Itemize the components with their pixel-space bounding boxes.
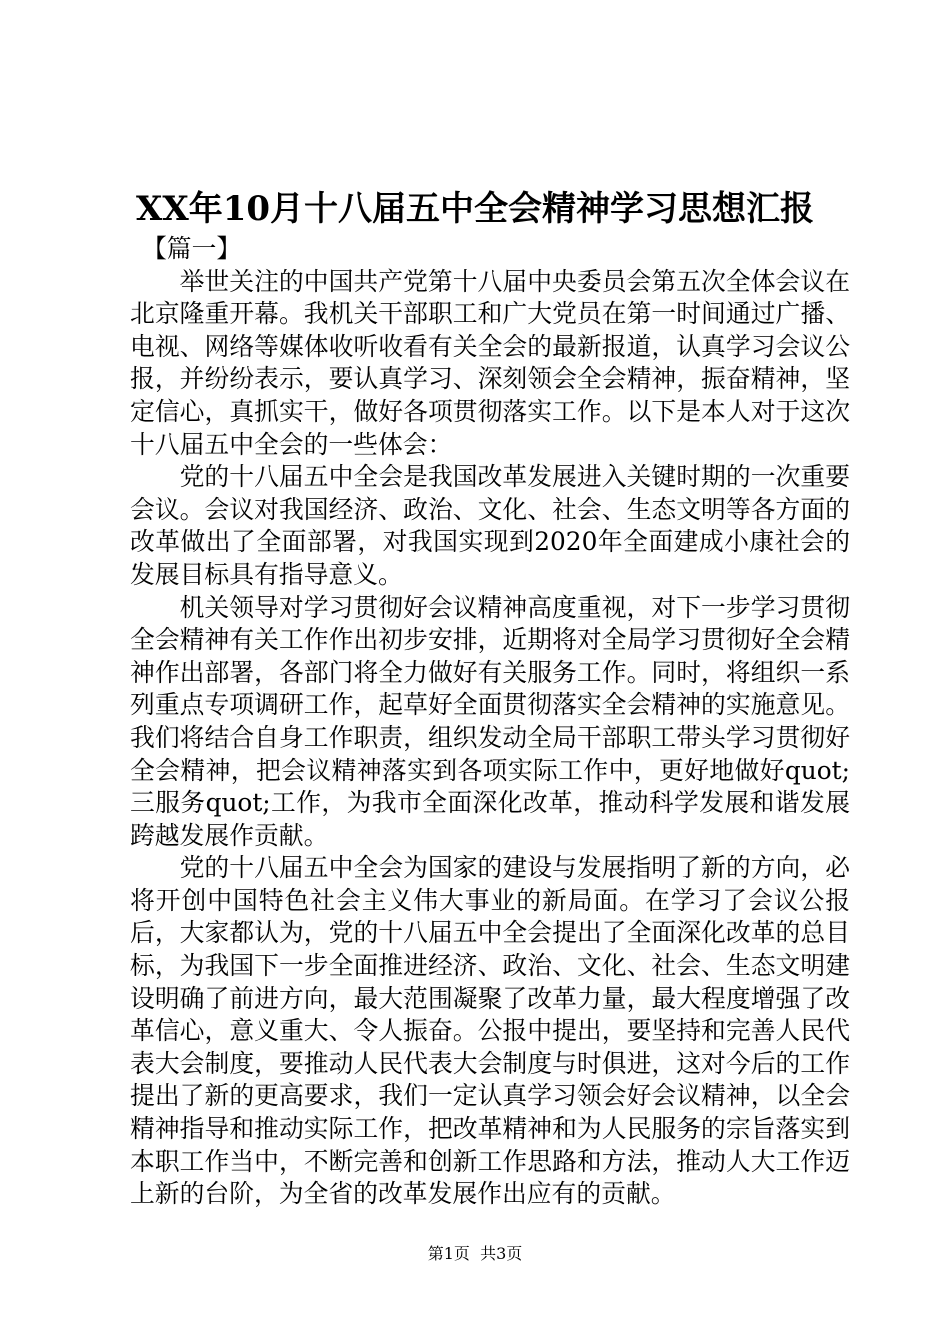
- paragraph-1: 举世关注的中国共产党第十八届中央委员会第五次全体会议在北京隆重开幕。我机关干部职工和广大党员在第一时间通过广播、电视、网络等媒体收听收看有关全会的最新报道，认真学习会议公报，并纷纷表示，要认真学习、深刻领会全会精神，振奋精神，坚定信心，真抓实干，做好各项贯彻落实工作。以下是本人对于这次十八届五中全会的一些体会：: [130, 266, 850, 459]
- paragraph-2: 党的十八届五中全会是我国改革发展进入关键时期的一次重要会议。会议对我国经济、政治、文化、社会、生态文明等各方面的改革做出了全面部署，对我国实现到2020年全面建成小康社会的发展目标具有指导意义。: [130, 462, 850, 589]
- document-body: [130, 233, 850, 1211]
- paragraph-3: 机关领导对学习贯彻好会议精神高度重视，对下一步学习贯彻全会精神有关工作作出初步安排，近期将对全局学习贯彻好全会精神作出部署，各部门将全力做好有关服务工作。同时，将组织一系列重点专项调研工作，起草好全面贯彻落实全会精神的实施意见。我们将结合自身工作职责，组织发动全局干部职工带头学习贯彻好全会精神，把会议精神落实到各项实际工作中，更好地做好quot;三服务quot;工作，为我市全面深化改革，推动科学发展和谐发展跨越发展作贡献。: [130, 592, 850, 850]
- section-label: 【篇一】: [142, 234, 242, 263]
- page-footer: [100, 1243, 850, 1265]
- document-title: XX年10月十八届五中全会精神学习思想汇报: [135, 189, 815, 229]
- paragraph-4: 党的十八届五中全会为国家的建设与发展指明了新的方向，必将开创中国特色社会主义伟大事业的新局面。在学习了会议公报后，大家都认为，党的十八届五中全会提出了全面深化改革的总目标，为我国下一步全面推进经济、政治、文化、社会、生态文明建设明确了前进方向，最大范围凝聚了改革力量，最大程度增强了改革信心，意义重大、令人振奋。公报中提出，要坚持和完善人民代表大会制度，要推动人民代表大会制度与时俱进，这对今后的工作提出了新的更高要求，我们一定认真学习领会好会议精神，以全会精神指导和推动实际工作，把改革精神和为人民服务的宗旨落实到本职工作当中，不断完善和创新工作思路和方法，推动人大工作迈上新的台阶，为全省的改革发展作出应有的贡献。: [130, 853, 850, 1209]
- page-indicator: 第1页 共3页: [427, 1244, 523, 1263]
